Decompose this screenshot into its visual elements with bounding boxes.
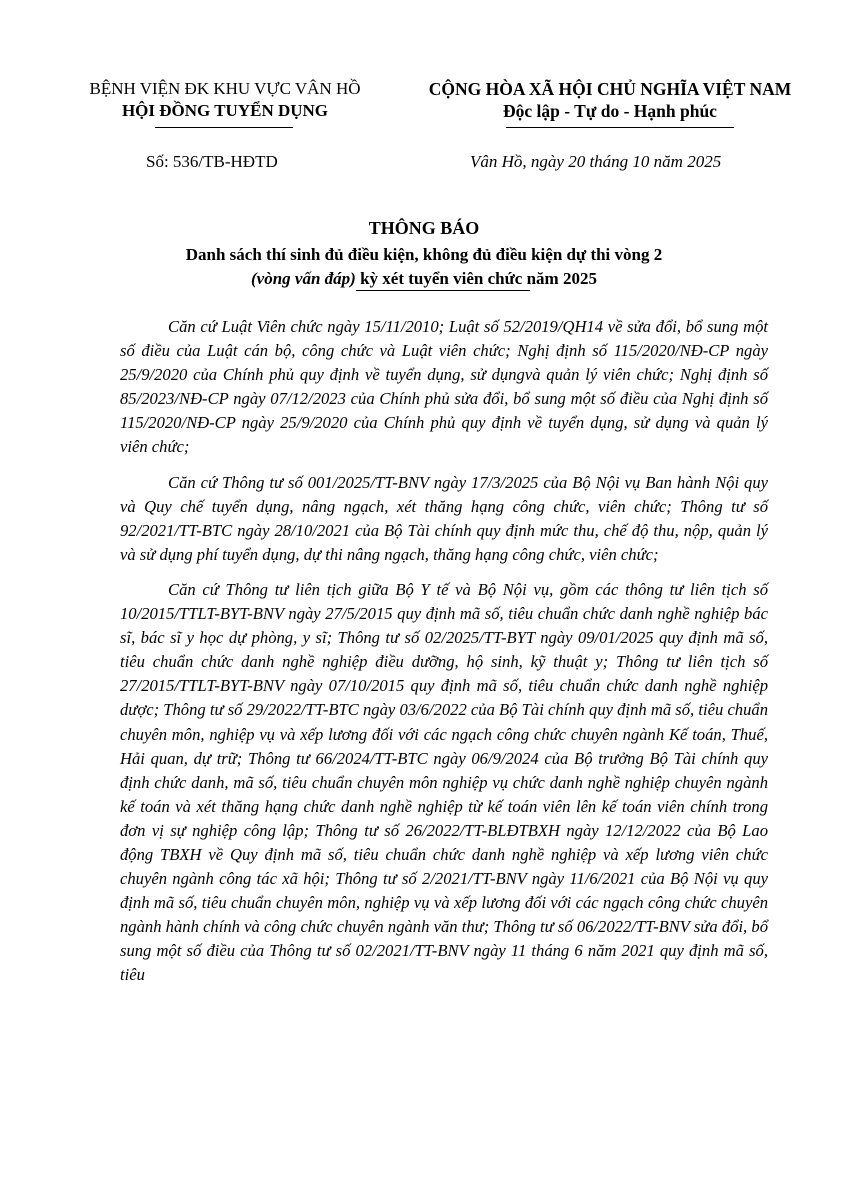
place-date: Vân Hồ, ngày 20 tháng 10 năm 2025	[470, 152, 722, 171]
document-title: THÔNG BÁO	[368, 218, 480, 238]
title-underline	[356, 290, 530, 291]
subtitle-line-2	[0, 267, 848, 291]
document-number: Số: 536/TB-HĐTD	[146, 152, 278, 171]
national-header	[400, 78, 820, 122]
subtitle-line-1: Danh sách thí sinh đủ điều kiện, không đủ điều kiện dự thi vòng 2	[185, 245, 663, 264]
paragraph-legal-basis-2: Căn cứ Thông tư số 001/2025/TT-BNV ngày 17/3/2025 của Bộ Nội vụ Ban hành Nội quy và Quy chế tuyển dụng, nâng ngạch, xét thăng hạng công chức, viên chức; Thông tư số 92/2021/TT-BTC ngày 28/10/2021 của Bộ Tài chính quy định mức thu, chế độ thu, nộp, quản lý và sử dụng phí tuyển dụng, dự thi nâng ngạch, thăng hạng công chức, viên chức;	[120, 472, 768, 564]
nation-name: CỘNG HÒA XÃ HỘI CHỦ NGHĨA VIỆT NAM	[428, 79, 792, 99]
issuer-council: HỘI ĐỒNG TUYỂN DỤNG	[121, 101, 329, 120]
paragraph-legal-basis-3: Căn cứ Thông tư liên tịch giữa Bộ Y tế và Bộ Nội vụ, gồm các thông tư liên tịch số 10/2015/TTLT-BYT-BNV ngày 27/5/2015 quy định mã số, tiêu chuẩn chức danh nghề nghiệp bác sĩ, bác sĩ y học dự phòng, y sĩ; Thông tư số 02/2025/TT-BYT ngày 09/01/2025 quy định mã số, tiêu chuẩn chức danh nghề nghiệp điều dưỡng, hộ sinh, kỹ thuật y; Thông tư liên tịch số 27/2015/TTLT-BYT-BNV ngày 07/10/2015 quy định mã số, tiêu chuẩn chức danh nghề nghiệp dược; Thông tư số 29/2022/TT-BTC ngày 03/6/2022 của Bộ Tài chính quy định mã số, tiêu chuẩn chuyên môn, nghiệp vụ và xếp lương đối với các ngạch công chức chuyên ngành Kế toán, Thuế, Hải quan, dự trữ; Thông tư 66/2024/TT-BTC ngày 06/9/2024 của Bộ trưởng Bộ Tài chính quy định chức danh, mã số, tiêu chuẩn chuyên môn nghiệp vụ chức danh nghề nghiệp chuyên ngành kế toán và xét thăng hạng chức danh nghề nghiệp từ kế toán viên lên kế toán viên chính trong đơn vị sự nghiệp công lập; Thông tư số 26/2022/TT-BLĐTBXH ngày 12/12/2022 của Bộ Lao động TBXH về Quy định mã số, tiêu chuẩn chức danh nghề nghiệp và xếp lương viên chức chuyên ngành công tác xã hội; Thông tư số 2/2021/TT-BNV ngày 11/6/2021 của Bộ Nội vụ quy định mã số, tiêu chuẩn chuyên môn, nghiệp vụ và xếp lương đối với các ngạch công chức chuyên ngành hành chính và công chức chuyên ngành văn thư; Thông tư số 06/2022/TT-BNV sửa đổi, bổ sung một số điều của Thông tư số 02/2021/TT-BNV ngày 11 tháng 6 năm 2021 quy định mã số, tiêu	[120, 579, 768, 985]
subtitle-italic-part: (vòng vấn đáp)	[251, 269, 356, 288]
paragraph-legal-basis-1: Căn cứ Luật Viên chức ngày 15/11/2010; Luật số 52/2019/QH14 về sửa đổi, bổ sung một số điều của Luật cán bộ, công chức và Luật viên chức; Nghị định số 115/2020/NĐ-CP ngày 25/9/2020 của Chính phủ quy định về tuyển dụng, sử dụngvà quản lý viên chức; Nghị định số 85/2023/NĐ-CP ngày 07/12/2023 của Chính phủ sửa đổi, bổ sung một số điều của Nghị định số 115/2020/NĐ-CP ngày 25/9/2020 của Chính phủ quy định về tuyển dụng, sử dụng và quản lý viên chức;	[120, 317, 768, 457]
issuer-underline	[155, 127, 293, 128]
issuer-org: BỆNH VIỆN ĐK KHU VỰC VÂN HỒ	[89, 79, 361, 98]
document-subtitle	[0, 243, 848, 291]
issuer-block	[60, 78, 390, 122]
motto-underline	[506, 127, 734, 128]
national-motto: Độc lập - Tự do - Hạnh phúc	[503, 101, 717, 121]
document-body	[120, 315, 768, 999]
subtitle-rest: kỳ xét tuyển viên chức năm 2025	[355, 269, 597, 288]
